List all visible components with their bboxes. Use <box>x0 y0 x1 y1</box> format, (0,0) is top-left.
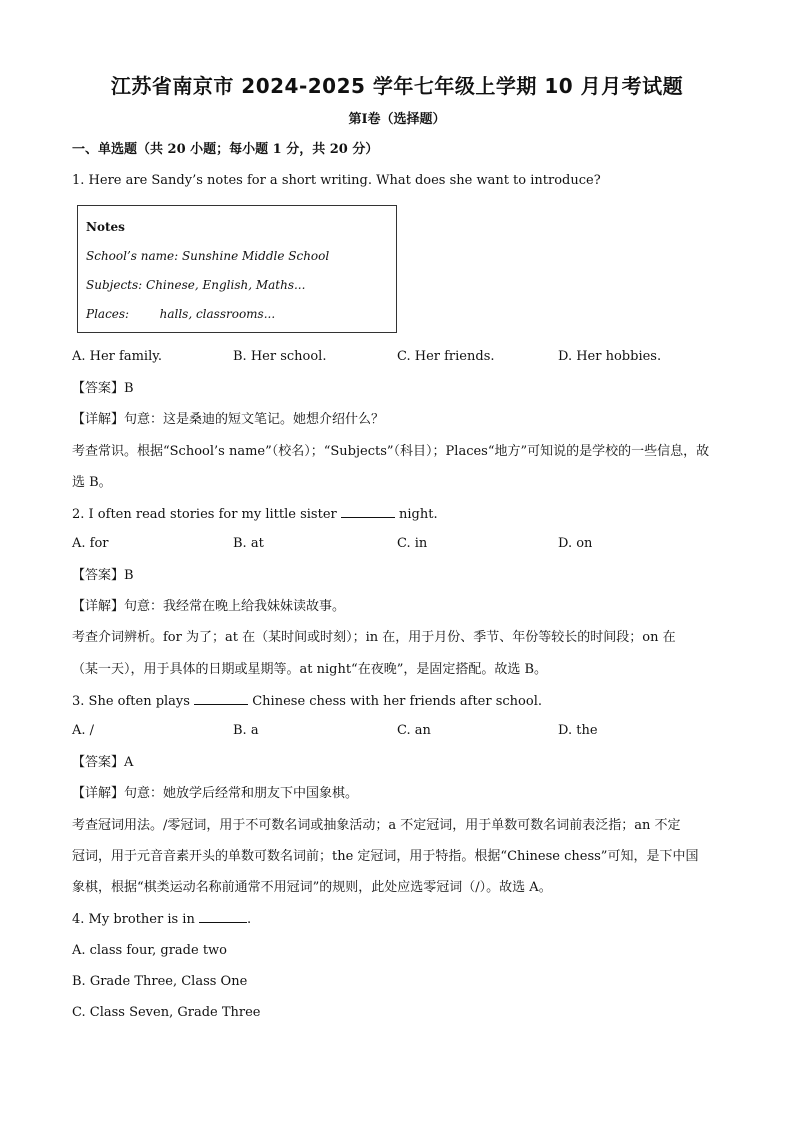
q1-detail: 【详解】句意：这是桑迪的短文笔记。她想介绍什么？ <box>72 412 385 427</box>
q3-detail: 冠词，用于元音音素开头的单数可数名词前；the 定冠词，用于特指。根据“Chinese chess”可知，是下中国 <box>72 849 699 864</box>
q1-option-c: C. Her friends. <box>397 349 495 364</box>
page-title: 江苏省南京市 2024-2025 学年七年级上学期 10 月月考试题 <box>110 74 684 98</box>
q4-option-a: A. class four, grade two <box>72 943 227 958</box>
answer-blank <box>341 505 395 518</box>
q4-stem-before: 4. My brother is in <box>72 912 195 927</box>
q1-option-a: A. Her family. <box>72 349 162 364</box>
q4-option-b: B. Grade Three, Class One <box>72 974 248 989</box>
q3-option-b: B. a <box>233 723 259 738</box>
q2-detail: 【详解】句意：我经常在晚上给我妹妹读故事。 <box>72 599 346 614</box>
notes-line: School’s name: Sunshine Middle School <box>86 249 330 263</box>
q3-stem-before: 3. She often plays <box>72 694 190 709</box>
q2-detail: 考查介词辨析。for 为了；at 在（某时间或时刻）；in 在，用于月份、季节、年份等较长的时间段；on 在 <box>72 630 676 645</box>
q2-stem-after: night. <box>399 507 438 522</box>
question-1-stem: 1. Here are Sandy’s notes for a short writing. What does she want to introduce? <box>72 173 601 188</box>
q1-answer: 【答案】B <box>72 381 134 396</box>
q3-detail: 【详解】句意：她放学后经常和朋友下中国象棋。 <box>72 786 359 801</box>
q3-detail: 象棋，根据“棋类运动名称前通常不用冠词”的规则，此处应选零冠词（/）。故选 A。 <box>72 880 552 895</box>
q3-answer: 【答案】A <box>72 755 134 770</box>
question-4-stem <box>72 910 727 929</box>
q3-option-a: A. / <box>72 723 95 738</box>
q2-option-a: A. for <box>72 536 109 551</box>
question-2-stem <box>72 505 727 524</box>
section-heading: 一、单选题（共 20 小题；每小题 1 分，共 20 分） <box>72 142 379 157</box>
notes-box <box>77 205 397 333</box>
q1-detail: 选 B。 <box>72 475 112 490</box>
answer-blank <box>199 910 247 923</box>
q2-option-c: C. in <box>397 536 428 551</box>
q2-stem-before: 2. I often read stories for my little sister <box>72 507 337 522</box>
q2-option-d: D. on <box>558 536 593 551</box>
q1-option-d: D. Her hobbies. <box>558 349 662 364</box>
notes-line: Places: halls, classrooms... <box>86 307 276 321</box>
answer-blank <box>194 692 248 705</box>
q3-option-d: D. the <box>558 723 598 738</box>
q3-detail: 考查冠词用法。/零冠词，用于不可数名词或抽象活动；a 不定冠词，用于单数可数名词前表泛指；an 不定 <box>72 818 681 833</box>
page-subtitle: 第Ⅰ卷（选择题） <box>348 112 446 127</box>
notes-line: Subjects: Chinese, English, Maths... <box>86 278 306 292</box>
q3-stem-after: Chinese chess with her friends after school. <box>252 694 542 709</box>
q2-answer: 【答案】B <box>72 568 134 583</box>
q1-detail: 考查常识。根据“School’s name”（校名）；“Subjects”（科目）；Places“地方”可知说的是学校的一些信息，故 <box>72 444 710 459</box>
notes-heading: Notes <box>86 220 125 234</box>
q1-option-b: B. Her school. <box>233 349 327 364</box>
q4-stem-after: . <box>246 912 252 927</box>
question-3-stem <box>72 692 727 711</box>
q4-option-c: C. Class Seven, Grade Three <box>72 1005 261 1020</box>
q2-detail: （某一天），用于具体的日期或星期等。at night“在夜晚”，是固定搭配。故选 B。 <box>72 662 548 677</box>
q3-option-c: C. an <box>397 723 431 738</box>
q2-option-b: B. at <box>233 536 264 551</box>
